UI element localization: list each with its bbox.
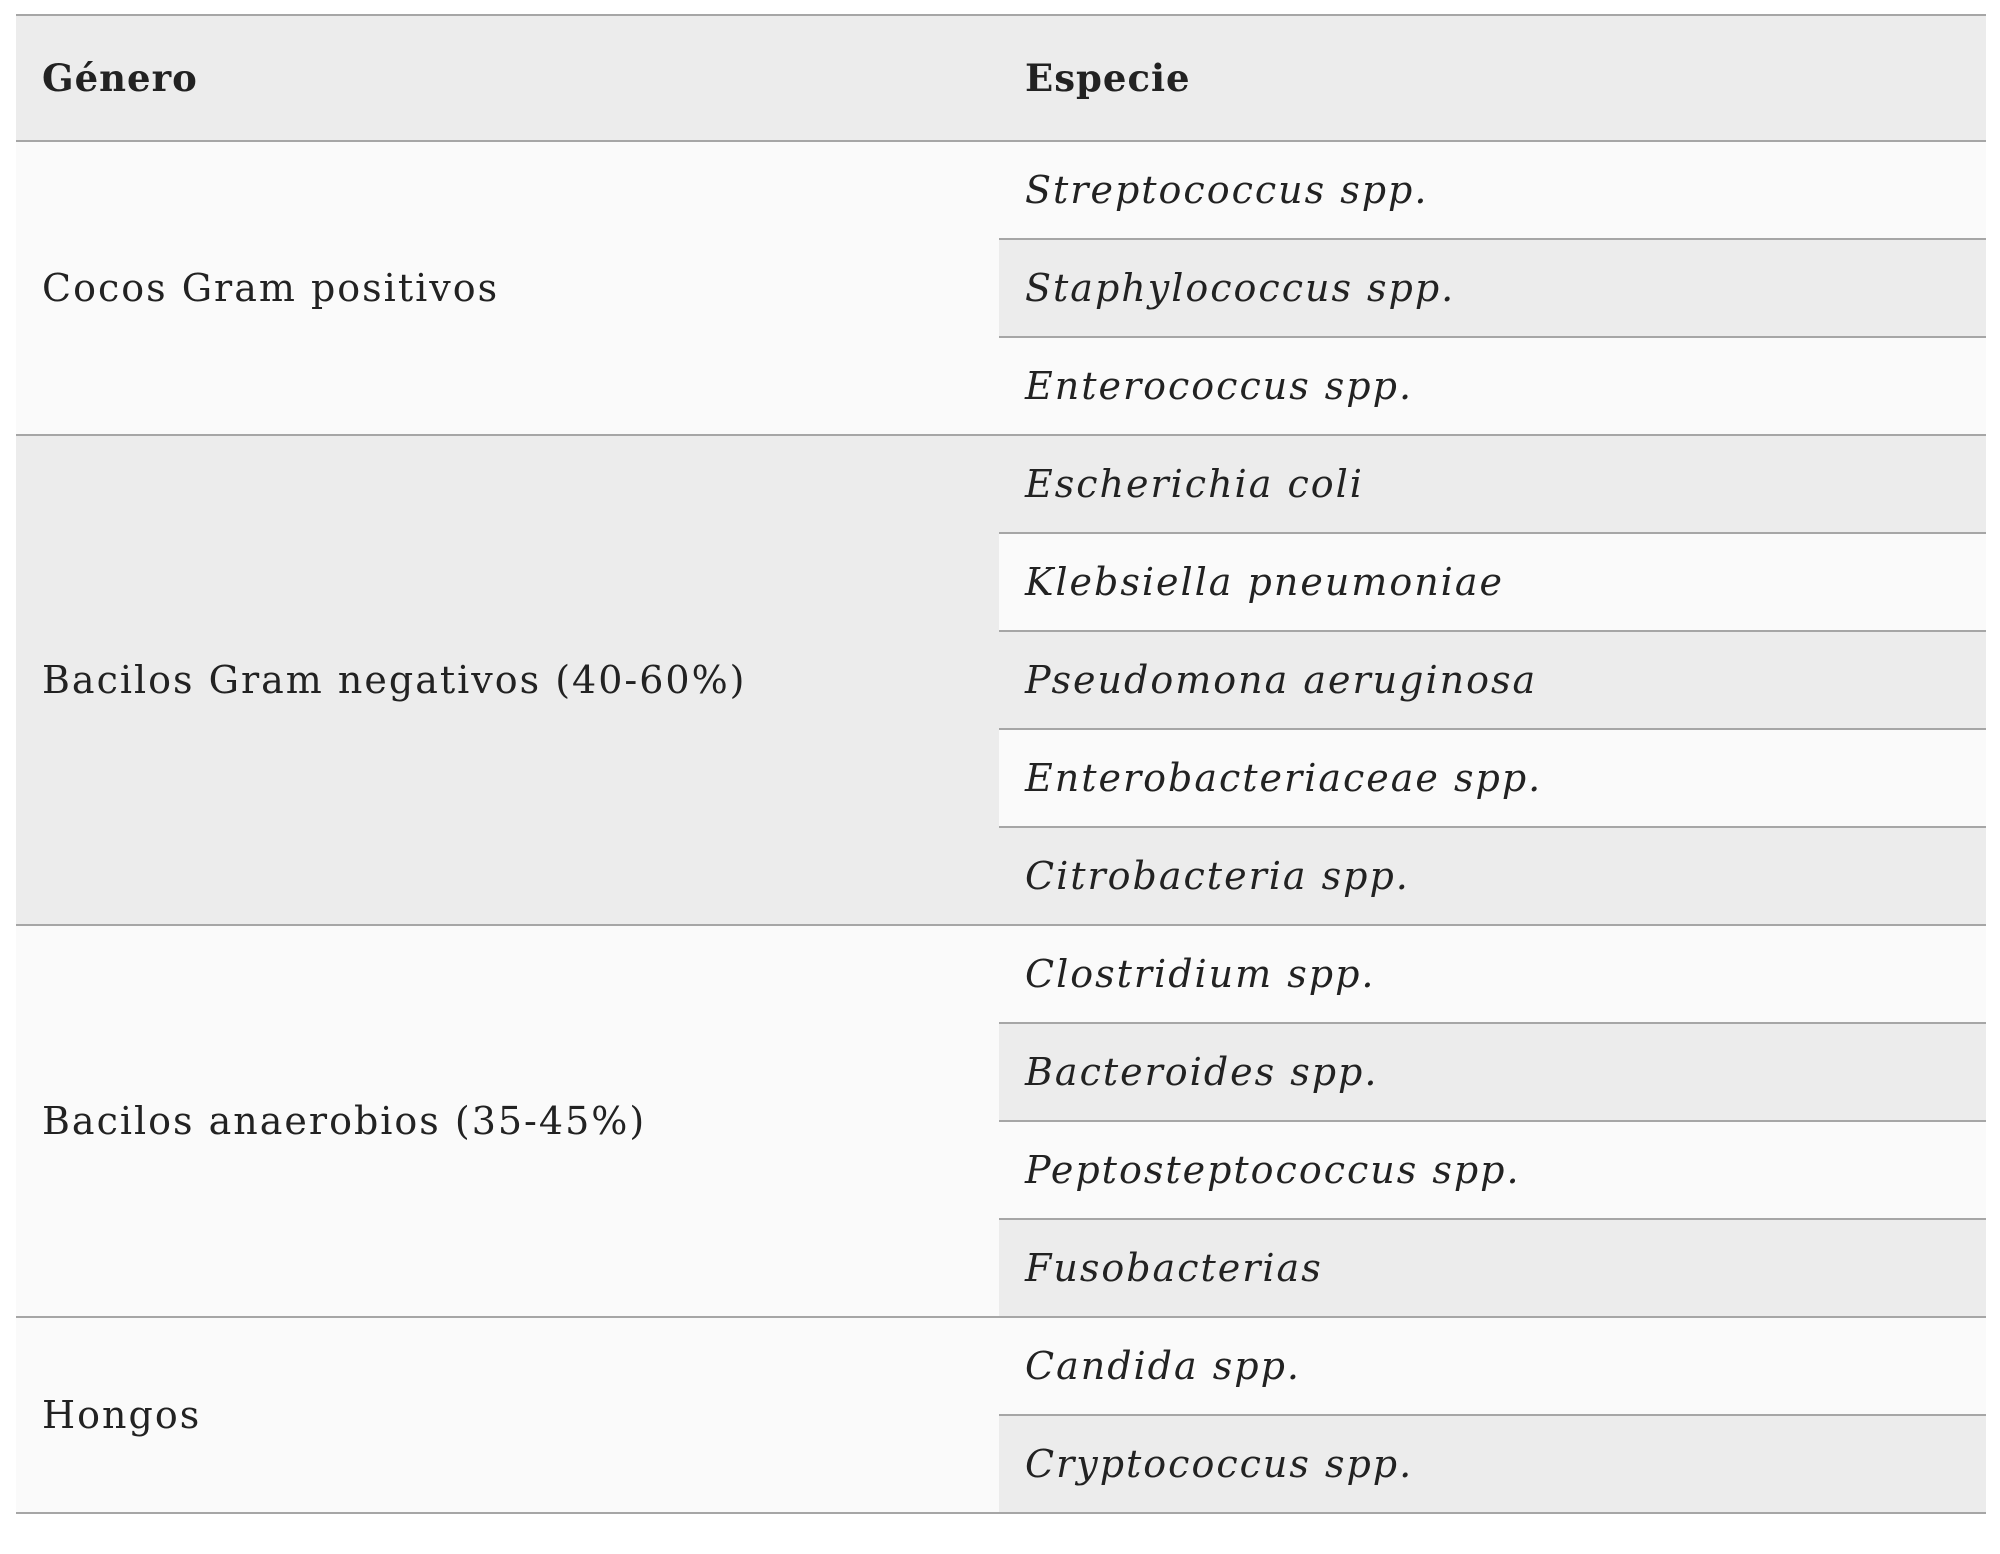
header-row: [16, 15, 1986, 141]
genus-cell: Hongos: [16, 1317, 999, 1513]
species-cell: Klebsiella pneumoniae: [999, 533, 1986, 631]
microorganism-table: [16, 14, 1986, 1514]
species-cell: Staphylococcus spp.: [999, 239, 1986, 337]
group-bacilos-gram-negativos: [16, 435, 1986, 925]
species-cell: Escherichia coli: [999, 435, 1986, 533]
table-row: [16, 1317, 1986, 1415]
table-row: [16, 435, 1986, 533]
genus-header: Género: [16, 15, 999, 141]
species-cell: Pseudomona aeruginosa: [999, 631, 1986, 729]
species-cell: Fusobacterias: [999, 1219, 1986, 1317]
species-header: Especie: [999, 15, 1986, 141]
species-cell: Clostridium spp.: [999, 925, 1986, 1023]
genus-cell: Cocos Gram positivos: [16, 141, 999, 435]
species-cell: Peptosteptococcus spp.: [999, 1121, 1986, 1219]
group-bacilos-anaerobios: [16, 925, 1986, 1317]
table-row: [16, 925, 1986, 1023]
species-cell: Candida spp.: [999, 1317, 1986, 1415]
species-cell: Enterococcus spp.: [999, 337, 1986, 435]
table-row: [16, 141, 1986, 239]
species-cell: Streptococcus spp.: [999, 141, 1986, 239]
group-hongos: [16, 1317, 1986, 1513]
genus-cell: Bacilos Gram negativos (40-60%): [16, 435, 999, 925]
species-cell: Cryptococcus spp.: [999, 1415, 1986, 1513]
group-cocos-gram-positivos: [16, 141, 1986, 435]
species-cell: Citrobacteria spp.: [999, 827, 1986, 925]
species-cell: Enterobacteriaceae spp.: [999, 729, 1986, 827]
genus-cell: Bacilos anaerobios (35-45%): [16, 925, 999, 1317]
species-cell: Bacteroides spp.: [999, 1023, 1986, 1121]
